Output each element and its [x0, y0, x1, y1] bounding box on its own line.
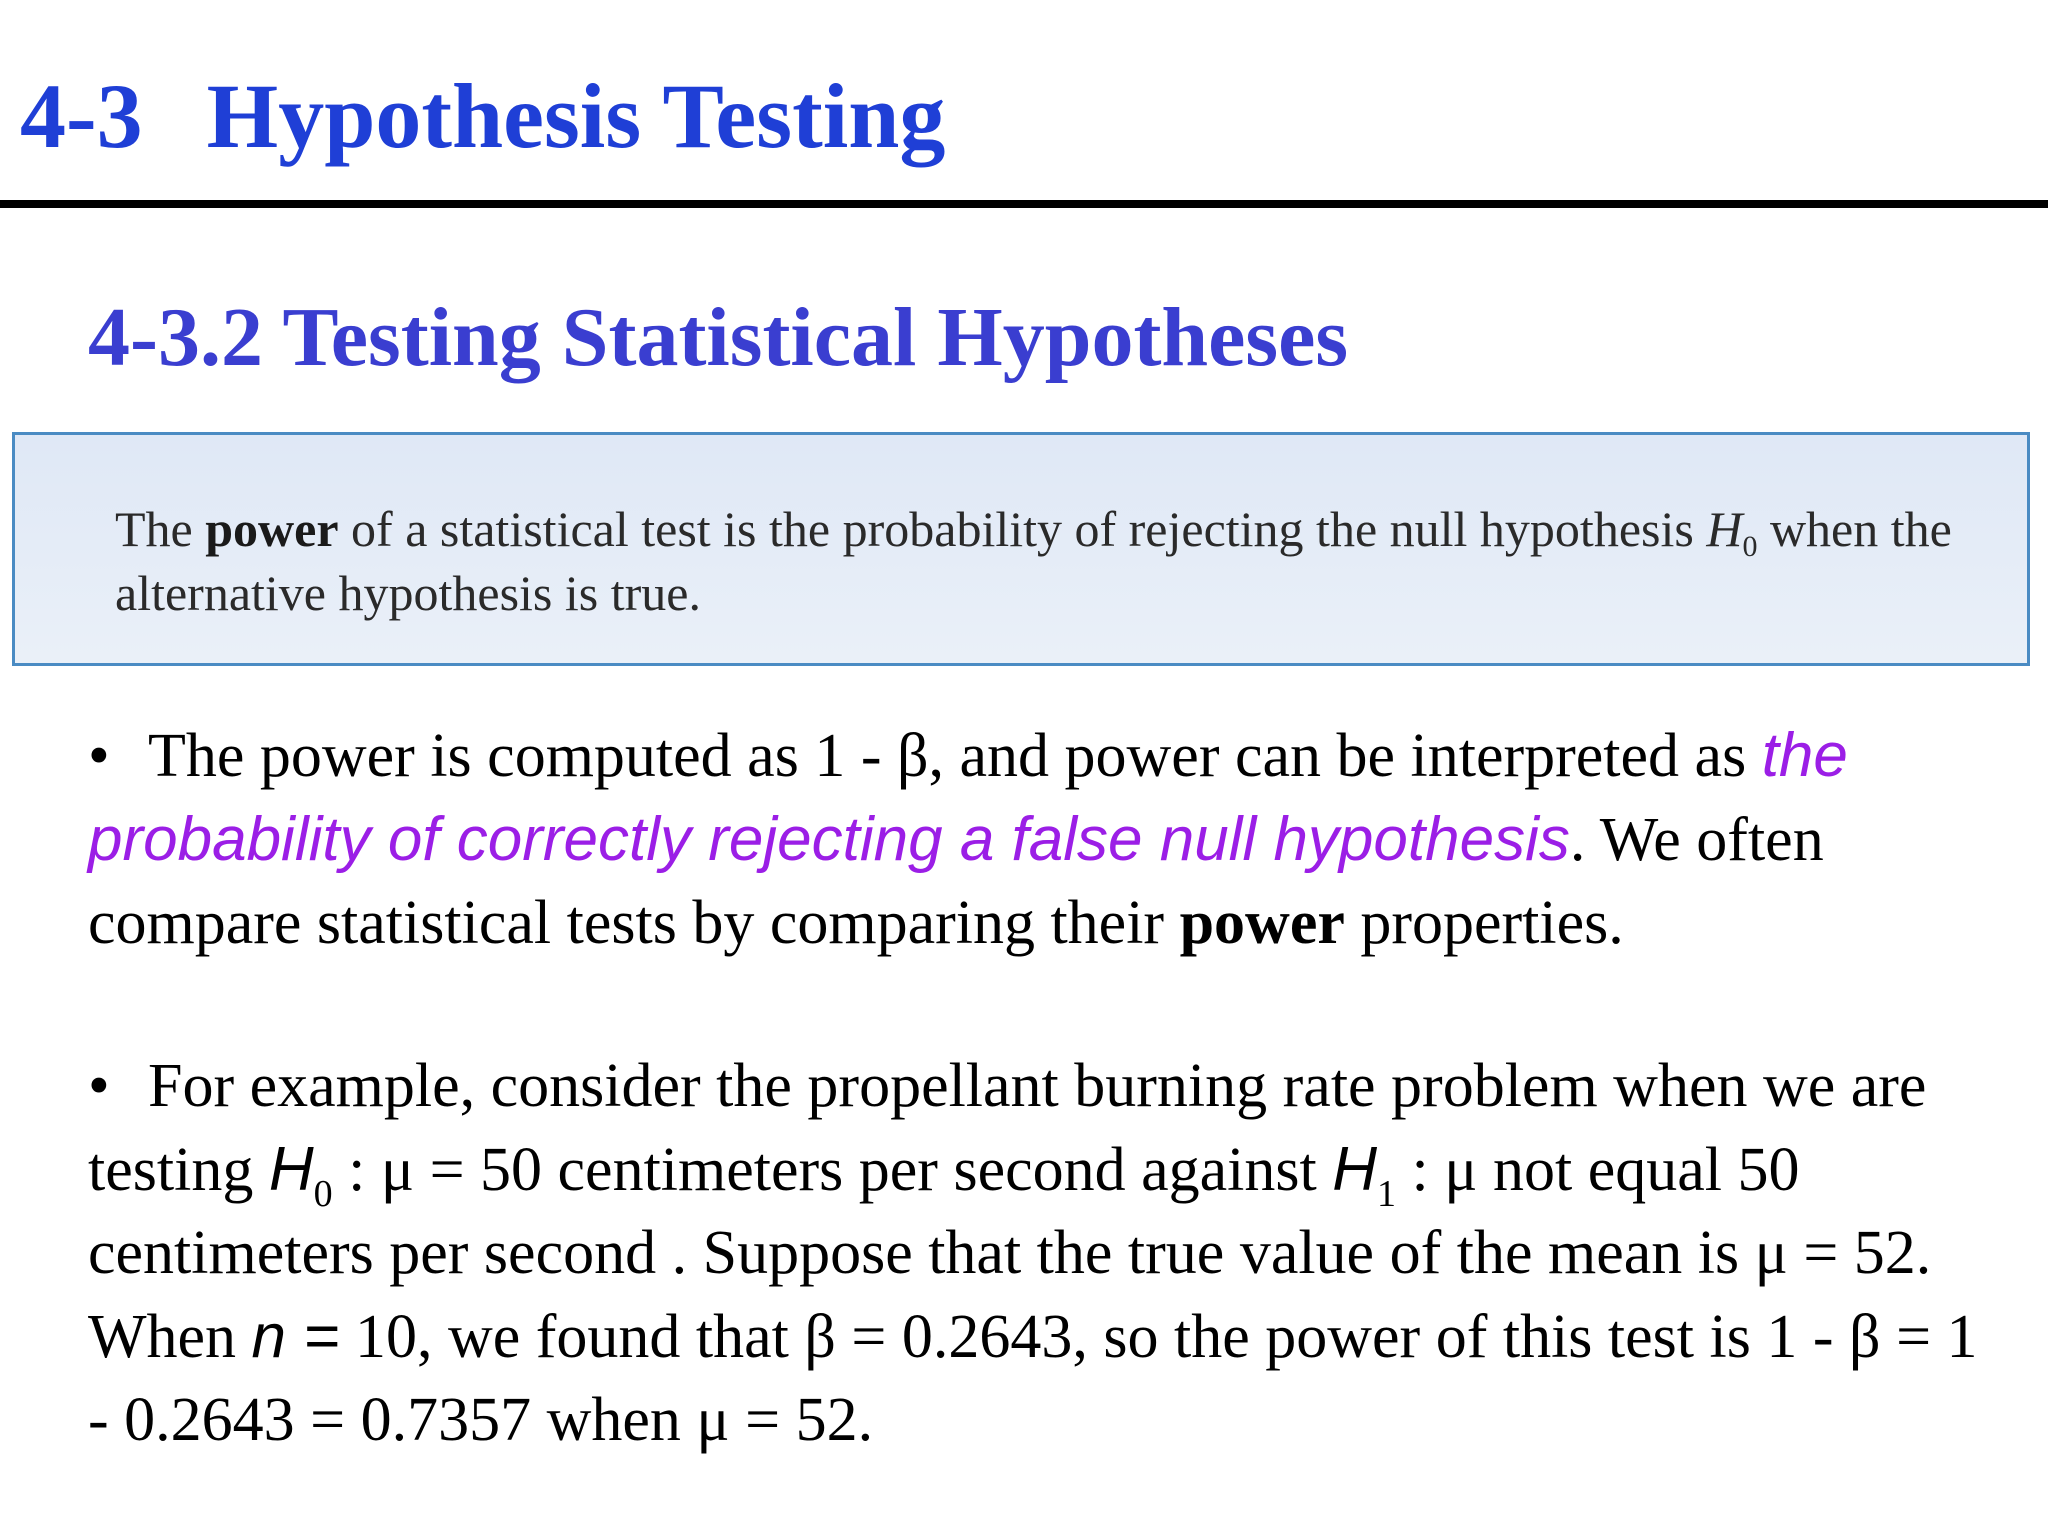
- h0-symbol: H: [268, 1135, 314, 1204]
- h0-subscript: 0: [313, 1173, 333, 1215]
- h0-symbol: H: [1706, 501, 1743, 557]
- definition-text: The power of a statistical test is the probability of rejecting the null hypothesis $H_0$ when the alternative hypothesis is true.: [115, 501, 1952, 621]
- slide-title: [20, 65, 946, 167]
- section-heading: 4-3.2 Testing Statistical Hypotheses: [88, 291, 1349, 384]
- title-divider: [0, 200, 2048, 208]
- highlight-text: the probability of correctly rejecting a false null hypothesis: [88, 721, 1848, 874]
- bullet-marker: •: [88, 722, 110, 790]
- slide-title-text: Hypothesis Testing: [206, 65, 946, 167]
- bullet-item-power: • The power is computed as 1 - β, and power can be interpreted as the probability of correctly rejecting a false null hypothesis. We often compare statistical tests by comparing their power properties.: [88, 714, 1988, 965]
- h1-symbol: H: [1332, 1135, 1378, 1204]
- n-symbol: n =: [251, 1302, 340, 1371]
- bold-power: power: [1179, 889, 1345, 957]
- bullet-item-example: • For example, consider the propellant burning rate problem when we are testing $H_0$ : μ = 50 centimeters per second against $H_1$ : μ not equal 50 centimeters per second . Suppose that the true value of the mean is μ = 52. When n = 10, we found that β = 0.2643, so the power of this test is 1 - β = 1 - 0.2643 = 0.7357 when μ = 52.: [88, 1045, 1988, 1462]
- slide-title-number: 4-3: [20, 65, 143, 167]
- bullet-marker: •: [88, 1052, 110, 1120]
- definition-term: power: [205, 501, 339, 557]
- h1-subscript: 1: [1377, 1173, 1397, 1215]
- bullet-list: [88, 714, 1988, 1462]
- h0-subscript: 0: [1742, 530, 1758, 563]
- definition-box: [12, 432, 2030, 666]
